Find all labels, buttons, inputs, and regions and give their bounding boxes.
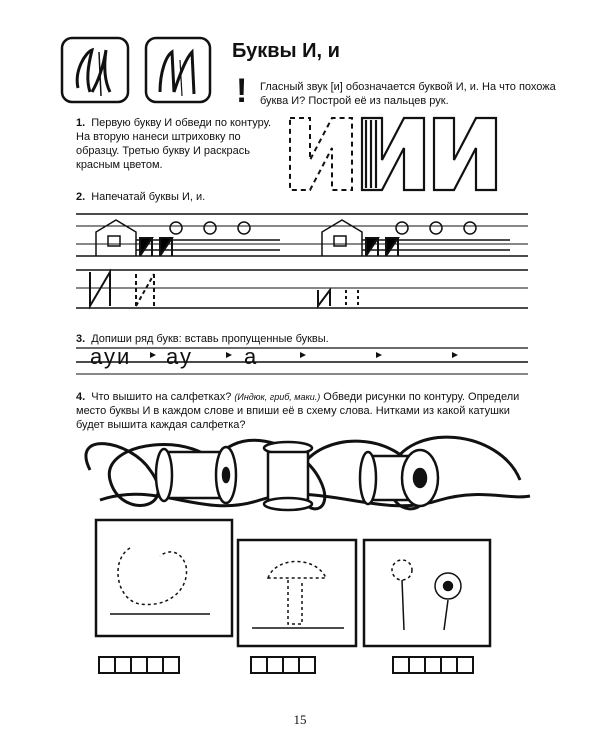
task-number: 4. — [76, 391, 86, 403]
sequence-second — [166, 344, 193, 370]
outline-letter-i — [434, 118, 496, 190]
task-4 — [76, 390, 526, 432]
page-title: Буквы И, и — [232, 40, 340, 62]
sequence-letter: а — [166, 344, 180, 369]
cursive-letter-card-lower — [146, 38, 210, 102]
scheme-box[interactable] — [162, 656, 180, 674]
cursive-letter-card-upper — [62, 38, 128, 102]
house-fence-right — [322, 220, 510, 256]
sequence-start — [90, 344, 131, 370]
word-scheme-mushroom[interactable] — [250, 656, 314, 674]
rule-note: Гласный звук [и] обозначается буквой И, и. На что похожа буква И? Построй её из пальцев рук. — [260, 81, 556, 107]
sequence-letter: у — [180, 344, 193, 369]
word-scheme-turkey[interactable] — [98, 656, 178, 674]
napkin-poppies — [364, 540, 490, 646]
word-scheme-poppies[interactable] — [392, 656, 472, 674]
spool-3 — [360, 450, 438, 506]
sequence-arrows — [150, 352, 458, 358]
napkin-mushroom — [238, 540, 356, 646]
hatched-letter-i — [362, 118, 424, 190]
napkin-turkey — [96, 520, 232, 636]
sequence-letter: и — [117, 344, 132, 369]
task-text: Напечатай буквы И, и. — [91, 191, 206, 203]
task-number: 3. — [76, 333, 86, 345]
sequence-third — [244, 344, 256, 370]
task-text: Допиши ряд букв: вставь пропущенные буквы. — [91, 333, 329, 345]
exclamation-icon: ! — [236, 72, 248, 110]
scheme-box[interactable] — [298, 656, 316, 674]
task-number: 1. — [76, 117, 86, 129]
print-lower-row — [318, 290, 358, 306]
task-number: 2. — [76, 191, 86, 203]
task-hint: (Индюк, гриб, маки.) — [234, 392, 321, 402]
task-1 — [76, 116, 286, 172]
dashed-letter-i — [290, 118, 352, 190]
print-caps-row — [90, 272, 154, 306]
task-text: Обведи рисунки по контуру. Определи место буквы И в каждом слове и впиши её в схему слова. Нитками из какой катушки будет вышита каждая салфетка? — [76, 391, 520, 431]
task-text: Первую букву И обведи по контуру. На вторую нанеси штриховку по образцу. Третью букву И раскрась красным цветом. — [76, 117, 272, 171]
page-number: 15 — [293, 712, 307, 727]
sequence-letter: у — [104, 344, 117, 369]
spool-2 — [264, 442, 312, 510]
sequence-ruling — [76, 348, 528, 374]
sequence-letter: а — [90, 344, 104, 369]
spool-1 — [156, 447, 236, 503]
task-2 — [76, 190, 205, 204]
scheme-box[interactable] — [456, 656, 474, 674]
house-fence-left — [96, 220, 280, 256]
sequence-letter: а — [244, 344, 257, 369]
task-text: Что вышито на салфетках? — [91, 391, 232, 403]
